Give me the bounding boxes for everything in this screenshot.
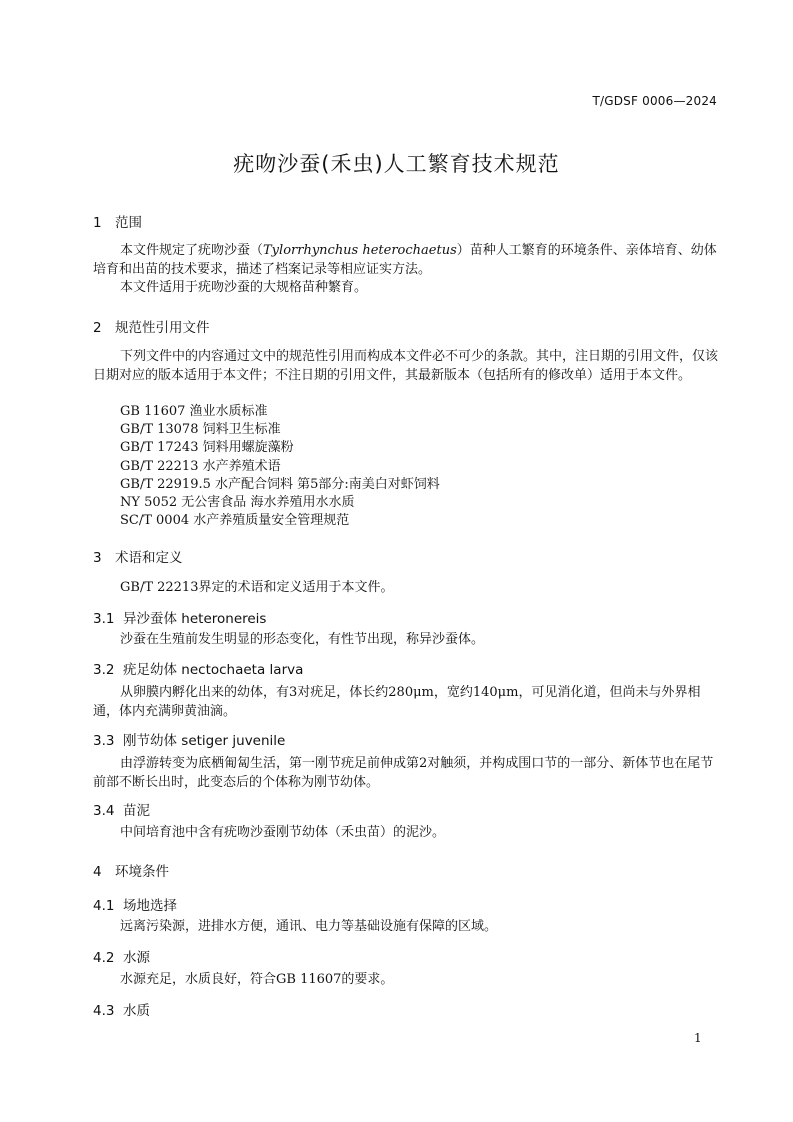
paragraph bbox=[93, 242, 718, 279]
clause-number: 3.2 bbox=[93, 662, 115, 678]
reference-item: GB 11607 渔业水质标准 bbox=[120, 404, 268, 419]
section-2-heading bbox=[93, 316, 210, 336]
reference-item: GB/T 13078 饲料卫生标准 bbox=[120, 422, 281, 438]
paragraph: 从卵膜内孵化出来的幼体，有3对疣足，体长约280μm，宽约140μm，可见消化道，但尚未与外界相通，体内充满卵黄油滴。 bbox=[93, 685, 701, 719]
paragraph: 中间培育池中含有疣吻沙蚕刚节幼体（禾虫苗）的泥沙。 bbox=[120, 825, 446, 840]
paragraph: 由浮游转变为底栖匍匐生活，第一刚节疣足前伸成第2对触须，并构成围口节的一部分、新体节也在尾节前部不断长出时，此变态后的个体称为刚节幼体。 bbox=[93, 756, 714, 790]
term-3-3-body bbox=[93, 755, 718, 792]
term-3-1-heading bbox=[93, 607, 266, 627]
clause-title: 场地选择 bbox=[123, 898, 177, 914]
section-number: 2 bbox=[93, 320, 102, 336]
clause-title: 苗泥 bbox=[123, 803, 150, 819]
paragraph: 水源充足，水质良好，符合GB 11607的要求。 bbox=[120, 972, 394, 987]
term-3-4-heading bbox=[93, 799, 150, 819]
paragraph: 远离污染源，进排水方便，通讯、电力等基础设施有保障的区域。 bbox=[120, 919, 498, 934]
clause-4-1-heading bbox=[93, 894, 177, 914]
paragraph: 沙蚕在生殖前发生明显的形态变化，有性节出现，称异沙蚕体。 bbox=[120, 632, 485, 647]
term-3-2-heading bbox=[93, 658, 303, 678]
section-4-heading bbox=[93, 860, 169, 880]
clause-4-2-body bbox=[93, 971, 718, 990]
reference-list bbox=[120, 403, 440, 530]
reference-item: GB/T 17243 饲料用螺旋藻粉 bbox=[120, 440, 294, 456]
reference-item: GB/T 22213 水产养殖术语 bbox=[120, 458, 281, 474]
clause-4-1-body bbox=[93, 918, 718, 937]
clause-number: 3.1 bbox=[93, 611, 115, 627]
paragraph: 本文件适用于疣吻沙蚕的大规格苗种繁育。 bbox=[120, 280, 368, 295]
section-1-body bbox=[93, 242, 718, 298]
reference-item: NY 5052 无公害食品 海水养殖用水水质 bbox=[120, 495, 355, 511]
section-2-body bbox=[93, 348, 718, 385]
document-title: 疣吻沙蚕(禾虫)人工繁育技术规范 bbox=[233, 152, 560, 176]
standard-code: T/GDSF 0006—2024 bbox=[592, 94, 717, 108]
clause-title: 疣足幼体 nectochaeta larva bbox=[123, 662, 304, 678]
section-3-heading bbox=[93, 546, 183, 566]
term-3-1-body bbox=[93, 631, 718, 650]
text-run: 本文件规定了疣吻沙蚕（ bbox=[120, 243, 264, 258]
section-1-heading bbox=[93, 211, 142, 231]
clause-number: 4.2 bbox=[93, 950, 115, 966]
reference-item: SC/T 0004 水产养殖质量安全管理规范 bbox=[120, 513, 350, 529]
section-title: 术语和定义 bbox=[115, 550, 183, 566]
section-title: 环境条件 bbox=[115, 864, 169, 880]
section-title: 范围 bbox=[115, 215, 142, 231]
paragraph: 下列文件中的内容通过文中的规范性引用而构成本文件必不可少的条款。其中，注日期的引用文件，仅该日期对应的版本适用于本文件；不注日期的引用文件，其最新版本（包括所有的修改单）适用于本文件。 bbox=[93, 349, 719, 383]
clause-title: 异沙蚕体 heteronereis bbox=[123, 611, 267, 627]
page-number: 1 bbox=[694, 1031, 702, 1045]
section-number: 1 bbox=[93, 215, 102, 231]
clause-number: 4.3 bbox=[93, 1003, 115, 1019]
clause-title: 水源 bbox=[123, 950, 150, 966]
clause-title: 刚节幼体 setiger juvenile bbox=[123, 733, 286, 749]
reference-item: GB/T 22919.5 水产配合饲料 第5部分:南美白对虾饲料 bbox=[120, 476, 440, 492]
section-3-intro bbox=[93, 579, 718, 598]
term-3-2-body bbox=[93, 684, 718, 721]
clause-number: 3.4 bbox=[93, 803, 115, 819]
text-run: ）苗种人工繁育的环境条件、亲体培育、幼体培育和出苗的技术要求，描述了档案记录等相应证实方法。 bbox=[93, 243, 717, 277]
term-3-4-body bbox=[93, 824, 718, 843]
paragraph: GB/T 22213界定的术语和定义适用于本文件。 bbox=[120, 580, 394, 595]
term-3-3-heading bbox=[93, 729, 285, 749]
section-title: 规范性引用文件 bbox=[115, 320, 210, 336]
section-number: 3 bbox=[93, 550, 102, 566]
latin-name: Tylorrhynchus heterochaetus bbox=[263, 243, 457, 258]
clause-number: 4.1 bbox=[93, 898, 115, 914]
clause-number: 3.3 bbox=[93, 733, 115, 749]
clause-4-3-heading bbox=[93, 999, 150, 1019]
clause-4-2-heading bbox=[93, 946, 150, 966]
clause-title: 水质 bbox=[123, 1003, 150, 1019]
section-number: 4 bbox=[93, 864, 102, 880]
